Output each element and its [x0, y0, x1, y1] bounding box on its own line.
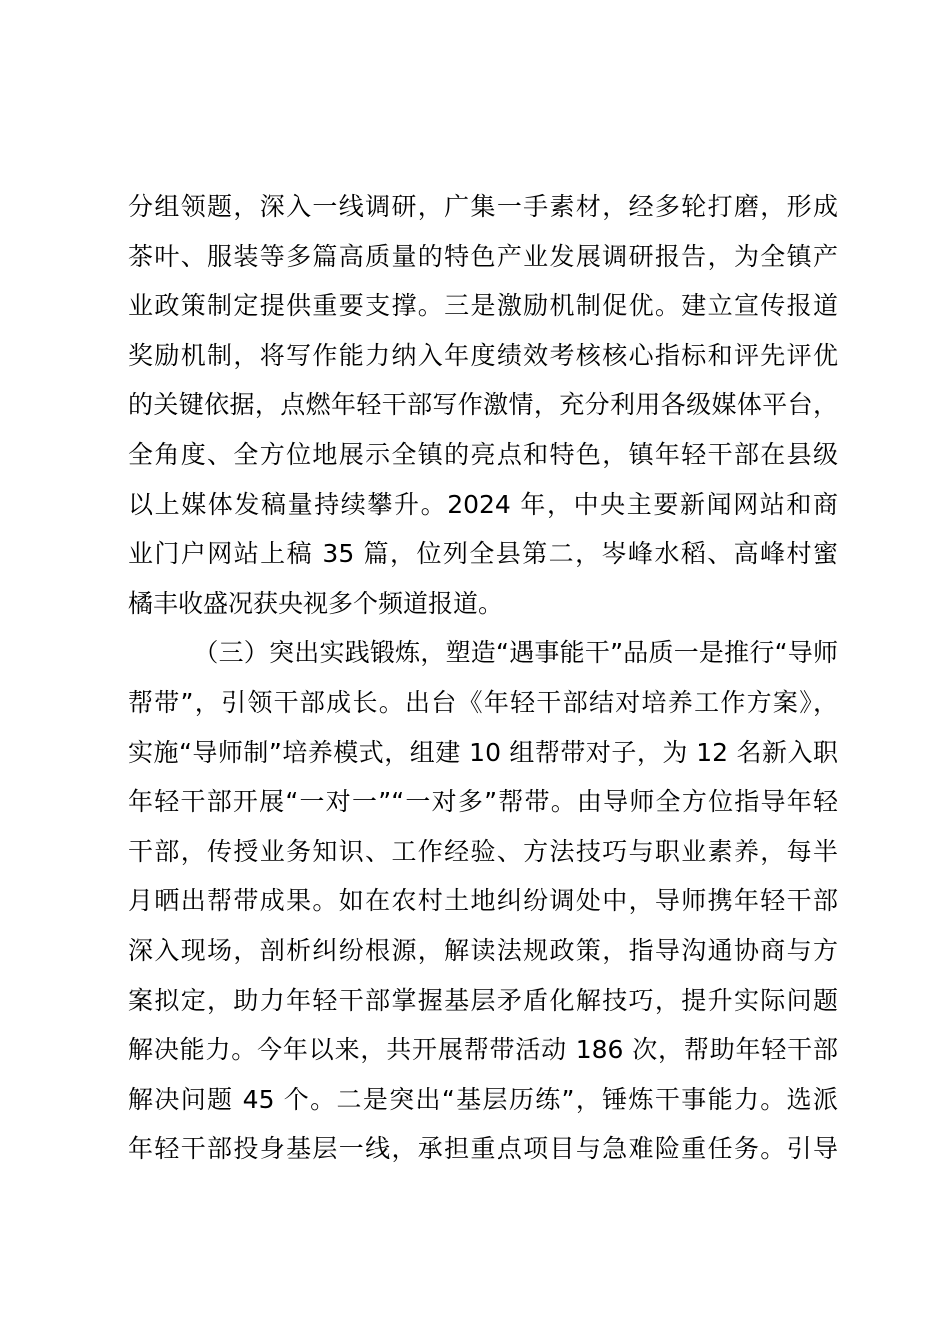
text-line: 奖励机制，将写作能力纳入年度绩效考核核心指标和评先评优: [128, 340, 838, 370]
text-line: 月晒出帮带成果。如在农村土地纠纷调处中，导师携年轻干部: [128, 886, 838, 916]
paragraph-end-line: 橘丰收盛况获央视多个频道报道。: [128, 588, 504, 618]
text-line: 帮带”，引领干部成长。出台《年轻干部结对培养工作方案》，: [128, 687, 838, 717]
text-line: 业政策制定提供重要支撑。三是激励机制促优。建立宣传报道: [128, 291, 838, 321]
document-body: [128, 182, 838, 1174]
text-line: 年轻干部投身基层一线，承担重点项目与急难险重任务。引导: [128, 1134, 838, 1164]
text-line: 茶叶、服装等多篇高质量的特色产业发展调研报告，为全镇产: [128, 241, 838, 271]
text-line: 深入现场，剖析纠纷根源，解读法规政策，指导沟通协商与方: [128, 935, 838, 965]
text-line: 年轻干部开展“一对一”“一对多”帮带。由导师全方位指导年轻: [128, 787, 838, 817]
text-line: 以上媒体发稿量持续攀升。2024 年，中央主要新闻网站和商: [128, 489, 838, 519]
text-line: 案拟定，助力年轻干部掌握基层矛盾化解技巧，提升实际问题: [128, 985, 838, 1015]
text-line: 实施“导师制”培养模式，组建 10 组帮带对子，为 12 名新入职: [128, 737, 838, 767]
text-line: 全角度、全方位地展示全镇的亮点和特色，镇年轻干部在县级: [128, 439, 838, 469]
text-line: 业门户网站上稿 35 篇，位列全县第二，岑峰水稻、高峰村蜜: [128, 539, 838, 569]
section-heading-line: （三）突出实践锻炼，塑造“遇事能干”品质一是推行“导师: [128, 638, 838, 668]
text-line: 干部，传授业务知识、工作经验、方法技巧与职业素养，每半: [128, 836, 838, 866]
text-line: 的关键依据，点燃年轻干部写作激情，充分利用各级媒体平台，: [128, 390, 838, 420]
text-line: 解决能力。今年以来，共开展帮带活动 186 次，帮助年轻干部: [128, 1035, 838, 1065]
text-line: 解决问题 45 个。二是突出“基层历练”，锤炼干事能力。选派: [128, 1084, 838, 1114]
text-line: 分组领题，深入一线调研，广集一手素材，经多轮打磨，形成: [128, 192, 838, 221]
